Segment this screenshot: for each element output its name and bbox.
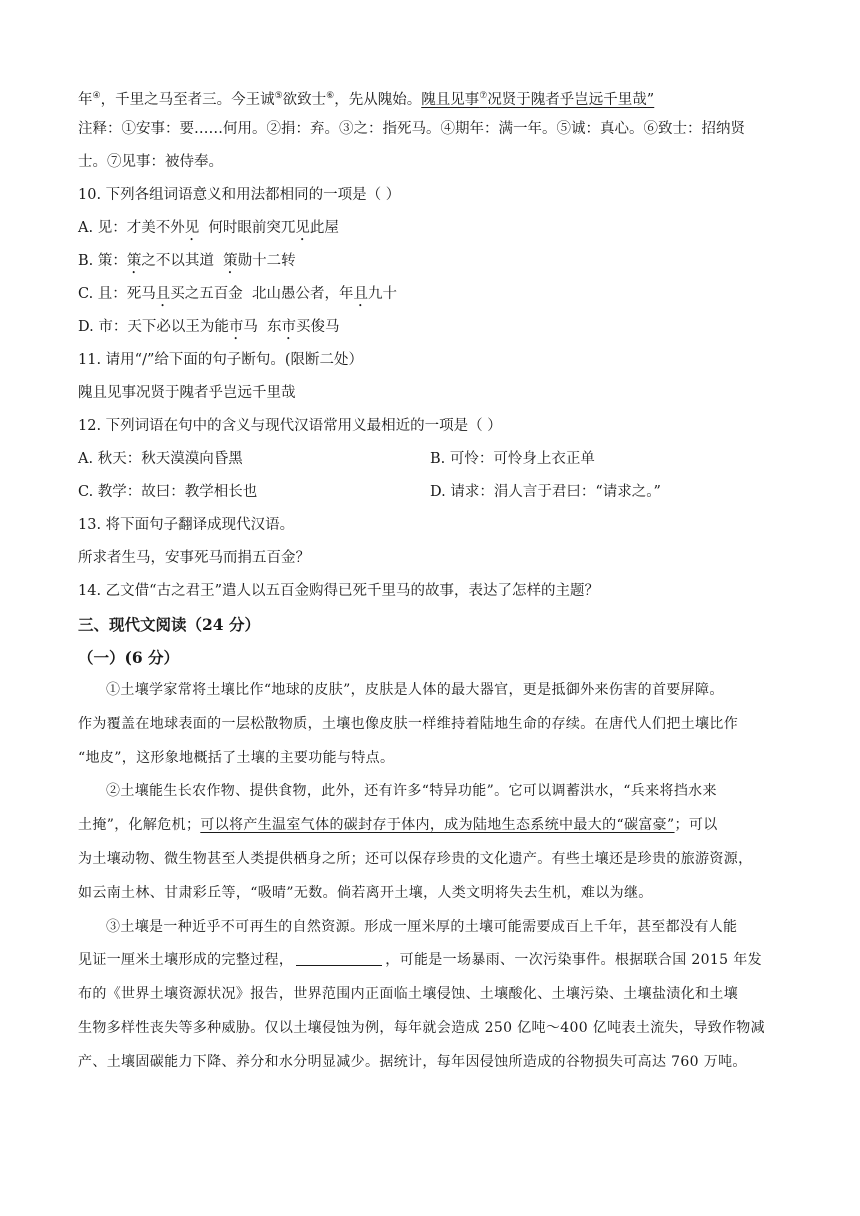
passage-line: 如云南土林、甘肃彩丘等，“吸晴”无数。倘若离开土壤，人类文明将失去生机，难以为继。 <box>78 884 653 901</box>
subsection-heading: （一）(6 分） <box>78 648 180 667</box>
question-12-option-a: A. 秋天：秋天漠漠向昏黑 <box>78 451 243 467</box>
emphasized-word: 见 <box>184 220 200 236</box>
text-segment: 见证一厘米土壤形成的完整过程， <box>78 952 294 969</box>
text-segment: D. 市：天下必以王为能 <box>78 319 229 335</box>
question-11-stem: 11. 请用“/”给下面的句子断句。(限断二处） <box>78 352 364 368</box>
emphasized-word: 市 <box>228 319 244 335</box>
fill-in-blank[interactable] <box>296 949 382 966</box>
section-heading: 三、现代文阅读（24 分） <box>78 615 260 634</box>
emphasized-word: 策 <box>126 253 142 269</box>
text-segment: 马 东 <box>243 319 282 335</box>
question-12-option-d: D. 请求：涓人言于君曰：“请求之。” <box>430 484 661 500</box>
text-segment: ，先从隗始。 <box>334 91 422 108</box>
question-13-stem: 13. 将下面句子翻译成现代汉语。 <box>78 517 295 533</box>
footnote-marker: ⑥ <box>326 91 335 101</box>
passage-line: “地皮”，这形象地概括了土壤的主要功能与特点。 <box>78 749 395 766</box>
question-12-stem: 12. 下列词语在句中的含义与现代汉语常用义最相近的一项是（ ） <box>78 418 502 434</box>
text-segment: 之不以其道 <box>141 253 224 269</box>
classical-text-line <box>78 80 788 113</box>
question-12-options-row-1 <box>78 443 788 476</box>
footnote-marker: ⑦ <box>479 91 488 101</box>
question-12-option-c: C. 教学：故曰：教学相长也 <box>78 484 258 500</box>
footnote-marker: ④ <box>92 91 101 101</box>
question-10-option-b <box>78 245 788 278</box>
underlined-sentence <box>421 92 654 108</box>
footnote-marker: ⑤ <box>274 91 283 101</box>
text-segment: A. 见：才美不外 <box>78 220 185 236</box>
text-segment: C. 且：死马 <box>78 286 156 302</box>
passage-line: 生物多样性丧失等多种威胁。仅以土壤侵蚀为例，每年就会造成 250 亿吨～400 亿吨表土流失，导致作物减 <box>78 1019 765 1036</box>
text-segment: 况贤于隗者乎岂远千里哉” <box>487 91 655 108</box>
question-12-options-row-2 <box>78 476 788 509</box>
text-segment: 勋十二转 <box>237 253 296 269</box>
text-segment: 何时眼前突兀 <box>199 220 296 236</box>
question-10-stem: 10. 下列各组词语意义和用法都相同的一项是（ ） <box>78 187 401 203</box>
document-page <box>78 80 788 1080</box>
question-10-option-d <box>78 311 788 344</box>
text-segment: 隗且见事 <box>421 91 480 108</box>
question-10-option-c <box>78 278 788 311</box>
annotation-line: 注释：①安事：要……何用。②捐：弃。③之：指死马。④期年：满一年。⑤诚：真心。⑥致士：招纳贤 <box>78 121 745 137</box>
underlined-sentence: 可以将产生温室气体的碳封存于体内，成为陆地生态系统中最大的“碳富豪” <box>200 817 675 834</box>
passage-line: ①土壤学家常将土壤比作“地球的皮肤”，皮肤是人体的最大器官，更是抵御外来伤害的首要屏障。 <box>106 682 724 698</box>
text-segment: 年 <box>78 91 93 108</box>
passage-line: 作为覆盖在地球表面的一层松散物质，土壤也像皮肤一样维持着陆地生命的存续。在唐代人们把土壤比作 <box>78 715 739 732</box>
emphasized-word: 策 <box>223 253 238 269</box>
emphasized-word: 且 <box>155 286 171 302</box>
text-segment: B. 策： <box>78 253 127 269</box>
annotation-line: 士。⑦见事：被侍奉。 <box>78 154 223 170</box>
text-segment: ，千里之马至者三。今王诚 <box>100 91 275 108</box>
question-13-sentence: 所求者生马，安事死马而捐五百金？ <box>78 550 310 566</box>
question-11-sentence: 隗且见事况贤于隗者乎岂远千里哉 <box>78 385 296 401</box>
passage-line: ③土壤是一种近乎不可再生的自然资源。形成一厘米厚的土壤可能需要成百上千年，甚至都没有人能 <box>106 918 738 935</box>
passage-line: ②土壤能生长农作物、提供食物，此外，还有许多“特异功能”。它可以调蓄洪水，“兵来将挡水来 <box>106 783 717 800</box>
question-14-stem: 14. 乙文借“古之君王”遣人以五百金购得已死千里马的故事，表达了怎样的主题？ <box>78 583 599 599</box>
question-10-option-a <box>78 212 788 245</box>
emphasized-word: 且 <box>353 286 369 302</box>
text-segment: 买俊马 <box>296 319 340 335</box>
emphasized-word: 见 <box>295 220 310 236</box>
emphasized-word: 市 <box>281 319 297 335</box>
text-segment: ，可能是一场暴雨、一次污染事件。根据联合国 2015 年发 <box>385 952 762 969</box>
text-segment: 九十 <box>368 286 398 302</box>
text-segment: ；可以 <box>674 817 718 834</box>
text-segment: 欲致士 <box>282 91 327 108</box>
text-segment: 土掩”，化解危机； <box>78 817 201 834</box>
passage-line: 产、土壤固碳能力下降、养分和水分明显减少。据统计，每年因侵蚀所造成的谷物损失可高达 760 万吨。 <box>78 1053 747 1070</box>
text-segment: 买之五百金 北山愚公者，年 <box>170 286 354 302</box>
passage-line: 为土壤动物、微生物甚至人类提供栖身之所；还可以保存珍贵的文化遗产。有些土壤还是珍贵的旅游资源， <box>78 850 753 867</box>
passage-line: 布的《世界土壤资源状况》报告，世界范围内正面临土壤侵蚀、土壤酸化、土壤污染、土壤盐渍化和土壤 <box>78 986 739 1003</box>
passage-line <box>78 809 788 843</box>
text-segment: 此屋 <box>309 220 339 236</box>
question-12-option-b: B. 可怜：可怜身上衣正单 <box>430 451 595 467</box>
passage-line <box>78 944 788 978</box>
